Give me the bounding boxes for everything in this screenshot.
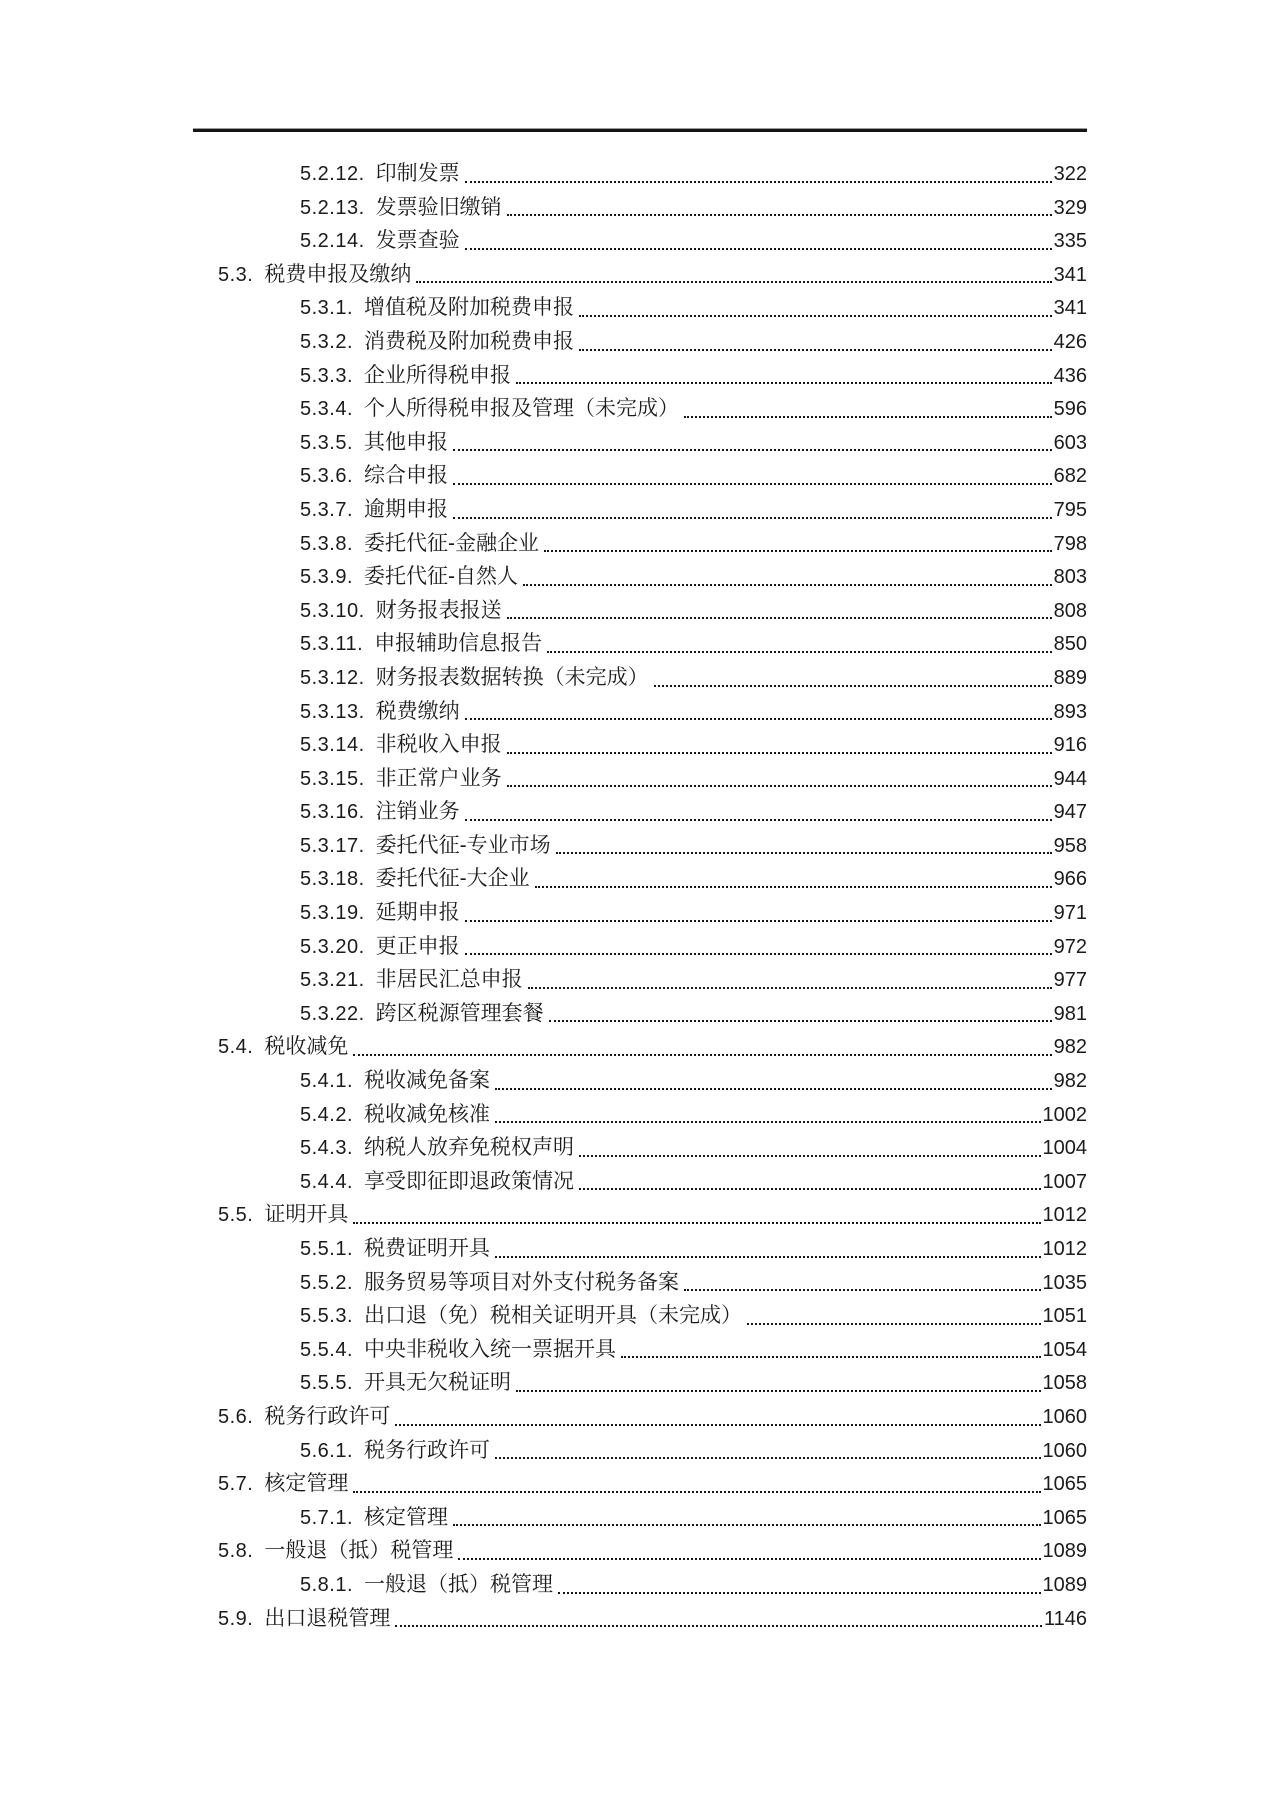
- dot-leader: [684, 416, 1052, 418]
- toc-entry-page: 977: [1053, 969, 1087, 992]
- dot-leader: [684, 1289, 1040, 1291]
- toc-entry[interactable]: [193, 191, 1087, 225]
- toc-entry-title: 财务报表报送: [375, 598, 502, 622]
- dot-leader: [535, 886, 1052, 888]
- toc-entry[interactable]: [193, 862, 1087, 896]
- toc-entry-number: 5.3.6.: [300, 465, 354, 488]
- toc-entry-number: 5.3.9.: [300, 566, 354, 589]
- toc-entry-page: 436: [1053, 364, 1087, 387]
- toc-entry-title: 委托代征-金融企业: [364, 531, 540, 555]
- dot-leader: [495, 1256, 1040, 1258]
- toc-entry-title: 非正常户业务: [375, 766, 502, 790]
- toc-entry-number: 5.3.2.: [300, 330, 354, 353]
- toc-entry-number: 5.4.1.: [300, 1070, 354, 1093]
- toc-entry[interactable]: [193, 1501, 1087, 1535]
- toc-entry-page: 1002: [1042, 1103, 1087, 1126]
- toc-entry-title: 其他申报: [364, 430, 449, 454]
- dot-leader: [544, 550, 1052, 552]
- toc-entry[interactable]: [193, 930, 1087, 964]
- toc-entry-title: 非税收入申报: [375, 733, 502, 757]
- toc-entry-number: 5.3.21.: [300, 969, 365, 992]
- toc-entry-title: 发票查验: [375, 229, 460, 253]
- toc-entry[interactable]: [193, 963, 1087, 997]
- toc-entry[interactable]: [193, 594, 1087, 628]
- toc-entry[interactable]: [193, 661, 1087, 695]
- toc-entry-page: 1089: [1042, 1573, 1087, 1596]
- toc-entry[interactable]: [193, 1400, 1087, 1434]
- toc-entry-title: 委托代征-大企业: [375, 867, 530, 891]
- toc-entry-title: 证明开具: [264, 1203, 349, 1227]
- toc-entry[interactable]: [193, 325, 1087, 359]
- toc-entry-page: 341: [1053, 263, 1087, 286]
- toc-entry[interactable]: [193, 1434, 1087, 1468]
- toc-entry[interactable]: [193, 426, 1087, 460]
- toc-entry-number: 5.3.14.: [300, 734, 365, 757]
- toc-entry-number: 5.5.3.: [300, 1305, 354, 1328]
- toc-entry-number: 5.4.3.: [300, 1137, 354, 1160]
- toc-entry-page: 1012: [1042, 1204, 1087, 1227]
- toc-entry-title: 税费申报及缴纳: [264, 262, 412, 286]
- dot-leader: [465, 920, 1052, 922]
- toc-entry-title: 核定管理: [264, 1472, 349, 1496]
- toc-entry-number: 5.7.: [218, 1473, 254, 1496]
- dot-leader: [621, 1356, 1040, 1358]
- toc-entry-title: 延期申报: [375, 901, 460, 925]
- toc-entry-page: 1060: [1042, 1439, 1087, 1462]
- toc-entry-page: 944: [1053, 767, 1087, 790]
- dot-leader: [465, 953, 1052, 955]
- toc-entry-title: 税务行政许可: [264, 1404, 391, 1428]
- toc-entry-page: 329: [1053, 196, 1087, 219]
- toc-entry-title: 综合申报: [364, 464, 449, 488]
- toc-entry-number: 5.3.1.: [300, 297, 354, 320]
- toc-entry-number: 5.3.7.: [300, 498, 354, 521]
- toc-entry[interactable]: [193, 459, 1087, 493]
- toc-entry-page: 1065: [1042, 1473, 1087, 1496]
- toc-entry-title: 核定管理: [364, 1505, 449, 1529]
- toc-entry[interactable]: [193, 1467, 1087, 1501]
- toc-entry-page: 966: [1053, 868, 1087, 891]
- dot-leader: [549, 1020, 1052, 1022]
- toc-entry[interactable]: [193, 224, 1087, 258]
- toc-entry-number: 5.3.3.: [300, 364, 354, 387]
- toc-entry-page: 1007: [1042, 1170, 1087, 1193]
- toc-entry-page: 1004: [1042, 1137, 1087, 1160]
- toc-entry-number: 5.5.1.: [300, 1238, 354, 1260]
- dot-leader: [507, 752, 1052, 754]
- toc-entry-page: 893: [1053, 700, 1087, 723]
- toc-entry-page: 1089: [1042, 1540, 1087, 1563]
- toc-entry-number: 5.3.11.: [300, 633, 364, 656]
- dot-leader: [453, 1524, 1040, 1526]
- toc-entry[interactable]: [193, 560, 1087, 594]
- toc-entry-number: 5.3.22.: [300, 1002, 365, 1025]
- dot-leader: [528, 987, 1052, 989]
- toc-entry-title: 财务报表数据转换（未完成）: [375, 665, 649, 689]
- toc-entry-title: 注销业务: [375, 800, 460, 824]
- toc-entry-title: 纳税人放弃免税权声明: [364, 1136, 575, 1160]
- dot-leader: [416, 281, 1051, 283]
- toc-entry-number: 5.2.14.: [300, 230, 365, 253]
- dot-leader: [516, 1390, 1040, 1392]
- toc-entry-number: 5.3.19.: [300, 902, 365, 925]
- toc-entry-number: 5.9.: [218, 1607, 254, 1630]
- toc-entry[interactable]: [193, 695, 1087, 729]
- toc-entry-number: 5.3.18.: [300, 868, 365, 891]
- dot-leader: [579, 1188, 1040, 1190]
- toc-entry-title: 税费证明开具: [364, 1237, 491, 1260]
- toc-entry-title: 税收减免: [264, 1035, 349, 1059]
- toc-entry-title: 出口退（免）税相关证明开具（未完成）: [364, 1304, 743, 1328]
- toc-entry-number: 5.5.: [218, 1204, 254, 1227]
- toc-entry-title: 逾期申报: [364, 497, 449, 521]
- dot-leader: [579, 315, 1052, 317]
- toc-entry[interactable]: [193, 1534, 1087, 1568]
- toc-entry[interactable]: [193, 1366, 1087, 1400]
- toc-entry-number: 5.2.13.: [300, 196, 365, 219]
- toc-entry-page: 1058: [1042, 1372, 1087, 1395]
- dot-leader: [579, 349, 1052, 351]
- toc-entry-number: 5.2.12.: [300, 163, 365, 185]
- toc-entry[interactable]: [193, 1165, 1087, 1199]
- dot-leader: [395, 1625, 1042, 1627]
- toc-entry-number: 5.3.4.: [300, 398, 354, 421]
- toc-entry-number: 5.5.5.: [300, 1372, 354, 1395]
- toc-entry-page: 982: [1053, 1036, 1087, 1059]
- dot-leader: [507, 214, 1052, 216]
- dot-leader: [465, 181, 1052, 183]
- toc-entry-page: 982: [1053, 1070, 1087, 1093]
- toc-entry[interactable]: [193, 1198, 1087, 1232]
- toc-entry-title: 消费税及附加税费申报: [364, 329, 575, 353]
- dot-leader: [495, 1121, 1040, 1123]
- dot-leader: [453, 517, 1052, 519]
- dot-leader: [353, 1222, 1040, 1224]
- toc-entry-number: 5.3.17.: [300, 834, 365, 857]
- toc-entry[interactable]: [193, 1266, 1087, 1300]
- toc-entry-page: 981: [1053, 1002, 1087, 1025]
- toc-entry[interactable]: [193, 392, 1087, 426]
- dot-leader: [353, 1491, 1040, 1493]
- toc-entry-number: 5.5.2.: [300, 1271, 354, 1294]
- dot-leader: [516, 382, 1052, 384]
- toc-entry-number: 5.4.: [218, 1036, 254, 1059]
- toc-entry-title: 个人所得税申报及管理（未完成）: [364, 397, 680, 421]
- toc-entry-number: 5.8.1.: [300, 1573, 354, 1596]
- toc-entry[interactable]: [193, 258, 1087, 292]
- toc-entry-number: 5.3.16.: [300, 801, 365, 824]
- toc-entry[interactable]: [193, 997, 1087, 1031]
- toc-entry-title: 税费缴纳: [375, 699, 460, 723]
- toc-entry-title: 一般退（抵）税管理: [264, 1539, 454, 1563]
- toc-entry-number: 5.6.1.: [300, 1439, 354, 1462]
- toc-entry-title: 更正申报: [375, 934, 460, 958]
- toc-entry-page: 426: [1053, 330, 1087, 353]
- toc-entry-title: 税务行政许可: [364, 1438, 491, 1462]
- toc-entry[interactable]: [193, 1098, 1087, 1132]
- toc-entry-title: 发票验旧缴销: [375, 195, 502, 219]
- toc-entry-number: 5.7.1.: [300, 1506, 354, 1529]
- dot-leader: [579, 1155, 1040, 1157]
- toc-entry[interactable]: [193, 1602, 1087, 1636]
- toc-entry-page: 971: [1053, 902, 1087, 925]
- toc-entry-title: 中央非税收入统一票据开具: [364, 1337, 617, 1361]
- toc-entry-number: 5.3.15.: [300, 767, 365, 790]
- toc-entry-number: 5.4.4.: [300, 1170, 354, 1193]
- toc-entry-number: 5.3.: [218, 263, 254, 286]
- toc-entry-number: 5.3.8.: [300, 532, 354, 555]
- toc-entry[interactable]: [193, 359, 1087, 393]
- dot-leader: [747, 1323, 1040, 1325]
- toc-entry-number: 5.8.: [218, 1540, 254, 1563]
- toc-entry-number: 5.3.13.: [300, 700, 365, 723]
- dot-leader: [558, 1592, 1040, 1594]
- toc-entry[interactable]: [193, 795, 1087, 829]
- toc-entry-title: 开具无欠税证明: [364, 1371, 512, 1395]
- toc-entry-number: 5.5.4.: [300, 1338, 354, 1361]
- toc-entry-page: 335: [1053, 230, 1087, 253]
- toc-entry-number: 5.3.12.: [300, 666, 365, 689]
- dot-leader: [495, 1088, 1052, 1090]
- dot-leader: [654, 685, 1052, 687]
- toc-entry-page: 947: [1053, 801, 1087, 824]
- toc-entry-title: 申报辅助信息报告: [374, 632, 543, 656]
- toc-entry[interactable]: [193, 896, 1087, 930]
- toc-entry-title: 税收减免备案: [364, 1069, 491, 1093]
- toc-entry-page: 1035: [1042, 1271, 1087, 1294]
- dot-leader: [465, 718, 1052, 720]
- toc-entry[interactable]: [193, 1064, 1087, 1098]
- toc-entry[interactable]: [193, 1299, 1087, 1333]
- toc-entry-number: 5.6.: [218, 1405, 254, 1428]
- dot-leader: [353, 1054, 1051, 1056]
- toc-entry-page: 803: [1053, 566, 1087, 589]
- dot-leader: [495, 1457, 1040, 1459]
- toc-entry-page: 682: [1053, 465, 1087, 488]
- toc-entry-title: 委托代征-自然人: [364, 565, 519, 589]
- toc-entry-page: 850: [1053, 633, 1087, 656]
- toc-entry-number: 5.3.5.: [300, 431, 354, 454]
- dot-leader: [507, 785, 1052, 787]
- toc-list: [193, 157, 1087, 1635]
- toc-entry-page: 798: [1053, 532, 1087, 555]
- toc-entry[interactable]: [193, 157, 1087, 191]
- toc-entry-title: 一般退（抵）税管理: [364, 1572, 554, 1596]
- toc-entry[interactable]: [193, 1030, 1087, 1064]
- toc-entry-title: 企业所得税申报: [364, 363, 512, 387]
- dot-leader: [458, 1558, 1040, 1560]
- toc-entry-title: 非居民汇总申报: [375, 968, 523, 992]
- toc-entry-page: 795: [1053, 498, 1087, 521]
- toc-entry[interactable]: [193, 1232, 1087, 1266]
- header-rule: [193, 128, 1087, 132]
- toc-entry-title: 享受即征即退政策情况: [364, 1169, 575, 1193]
- toc-entry-title: 委托代征-专业市场: [375, 833, 551, 857]
- toc-entry[interactable]: [193, 1568, 1087, 1602]
- dot-leader: [465, 248, 1052, 250]
- toc-entry[interactable]: [193, 829, 1087, 863]
- toc-entry-title: 出口退税管理: [264, 1606, 391, 1630]
- dot-leader: [465, 819, 1052, 821]
- toc-entry-page: 1012: [1042, 1238, 1087, 1260]
- dot-leader: [395, 1424, 1040, 1426]
- dot-leader: [453, 483, 1052, 485]
- dot-leader: [523, 584, 1052, 586]
- dot-leader: [507, 617, 1052, 619]
- toc-entry-page: 322: [1053, 163, 1087, 185]
- toc-entry-page: 808: [1053, 599, 1087, 622]
- toc-entry-page: 1051: [1042, 1305, 1087, 1328]
- toc-entry-page: 972: [1053, 935, 1087, 958]
- toc-entry-number: 5.3.20.: [300, 935, 365, 958]
- toc-entry-number: 5.3.10.: [300, 599, 365, 622]
- toc-entry[interactable]: [193, 762, 1087, 796]
- toc-entry-title: 增值税及附加税费申报: [364, 296, 575, 320]
- toc-entry-page: 596: [1053, 398, 1087, 421]
- toc-entry[interactable]: [193, 627, 1087, 661]
- dot-leader: [547, 651, 1051, 653]
- toc-entry-page: 889: [1053, 666, 1087, 689]
- toc-entry[interactable]: [193, 1333, 1087, 1367]
- dot-leader: [453, 449, 1052, 451]
- toc-entry[interactable]: [193, 291, 1087, 325]
- toc-entry-page: 341: [1053, 297, 1087, 320]
- dot-leader: [556, 852, 1052, 854]
- toc-entry[interactable]: [193, 728, 1087, 762]
- toc-entry-number: 5.4.2.: [300, 1103, 354, 1126]
- toc-entry-title: 跨区税源管理套餐: [375, 1001, 544, 1025]
- toc-entry-page: 1054: [1042, 1338, 1087, 1361]
- toc-entry-title: 服务贸易等项目对外支付税务备案: [364, 1270, 680, 1294]
- toc-entry-title: 印制发票: [375, 162, 460, 185]
- toc-entry-page: 603: [1053, 431, 1087, 454]
- toc-entry-page: 916: [1053, 734, 1087, 757]
- toc-entry-title: 税收减免核准: [364, 1102, 491, 1126]
- toc-entry-page: 1065: [1042, 1506, 1087, 1529]
- toc-entry-page: 1146: [1043, 1607, 1087, 1630]
- toc-entry-page: 1060: [1042, 1405, 1087, 1428]
- toc-entry[interactable]: [193, 527, 1087, 561]
- toc-entry[interactable]: [193, 493, 1087, 527]
- toc-entry-page: 958: [1053, 834, 1087, 857]
- toc-entry[interactable]: [193, 1131, 1087, 1165]
